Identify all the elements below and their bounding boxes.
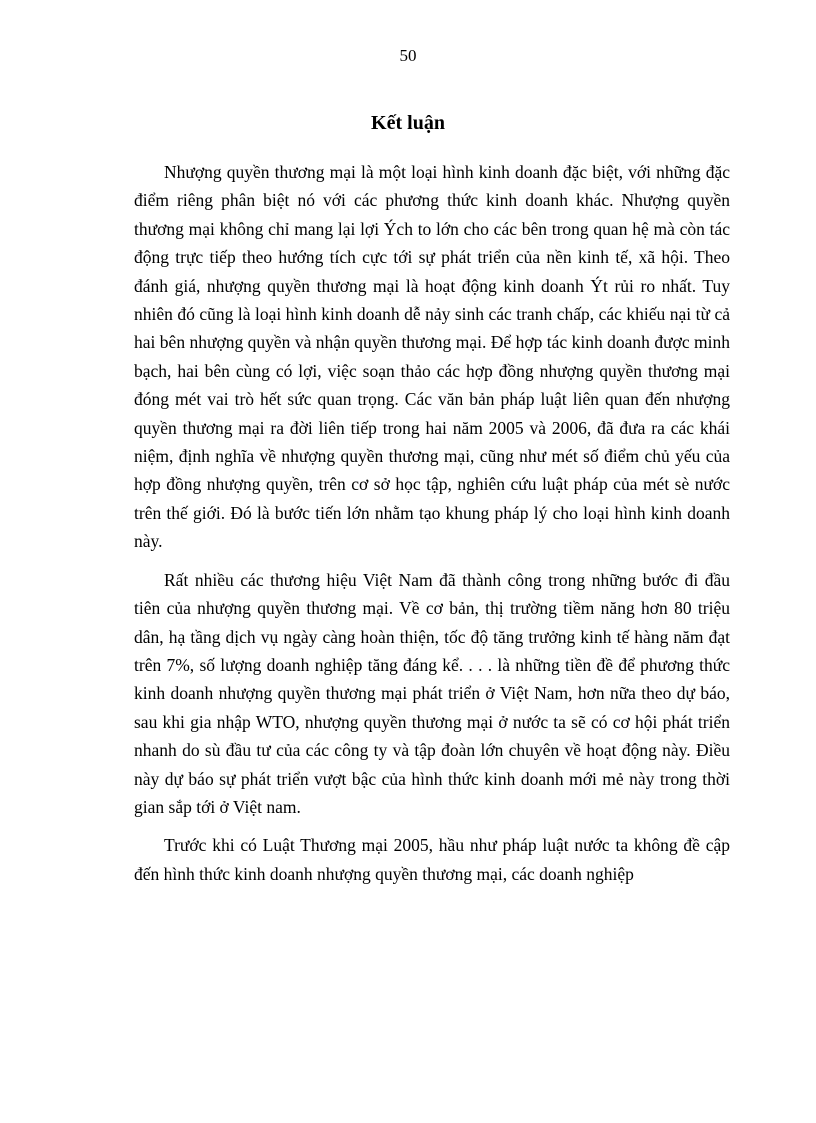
section-title: Kết luận: [371, 112, 445, 134]
page-number: 50: [399, 46, 417, 65]
paragraph-1: Nhượng quyền thương mại là một loại hình kinh doanh đặc biệt, với những đặc điểm riêng phân biệt nó với các phương thức kinh doanh khác. Nhượng quyền thương mại không chỉ mang lại lợi Ých to lớn cho các bên trong quan hệ mà còn tác động trực tiếp theo hướng tích cực tới sự phát triển của nền kinh tế, xã hội. Theo đánh giá, nhượng quyền thương mại là hoạt động kinh doanh Ýt rủi ro nhất. Tuy nhiên đó cũng là loại hình kinh doanh dễ nảy sinh các tranh chấp, các khiếu nại từ cả hai bên nhượng quyền và nhận quyền thương mại. Để hợp tác kinh doanh được minh bạch, hai bên cùng có lợi, việc soạn thảo các hợp đồng nhượng quyền thương mại đóng mét vai trò hết sức quan trọng. Các văn bản pháp luật liên quan đến nhượng quyền thương mại ra đời liên tiếp trong hai năm 2005 và 2006, đã đưa ra các khái niệm, định nghĩa về nhượng quyền thương mại, cũng như mét số điểm chủ yếu của hợp đồng nhượng quyền, trên cơ sở học tập, nghiên cứu luật pháp của mét sè nước trên thế giới. Đó là bước tiến lớn nhằm tạo khung pháp lý cho loại hình kinh doanh này.: [134, 162, 730, 552]
paragraph-2: Rất nhiều các thương hiệu Việt Nam đã thành công trong những bước đi đầu tiên của nhượng quyền thương mại. Về cơ bản, thị trường tiềm năng hơn 80 triệu dân, hạ tầng dịch vụ ngày càng hoàn thiện, tốc độ tăng trưởng kinh tế hàng năm đạt trên 7%, số lượng doanh nghiệp tăng đáng kể. . . . là những tiền đề để phương thức kinh doanh nhượng quyền thương mại phát triển ở Việt Nam, hơn nữa theo dự báo, sau khi gia nhập WTO, nhượng quyền thương mại ở nước ta sẽ có cơ hội phát triển nhanh do sù đầu tư của các công ty và tập đoàn lớn chuyên về hoạt động này. Điều này dự báo sự phát triển vượt bậc của hình thức kinh doanh mới mẻ này trong thời gian sắp tới ở Việt nam.: [134, 569, 730, 817]
paragraph-3: Trước khi có Luật Thương mại 2005, hầu như pháp luật nước ta không đề cập đến hình thức kinh doanh nhượng quyền thương mại, các doanh nghiệp: [134, 835, 730, 884]
document-body: [134, 158, 730, 888]
